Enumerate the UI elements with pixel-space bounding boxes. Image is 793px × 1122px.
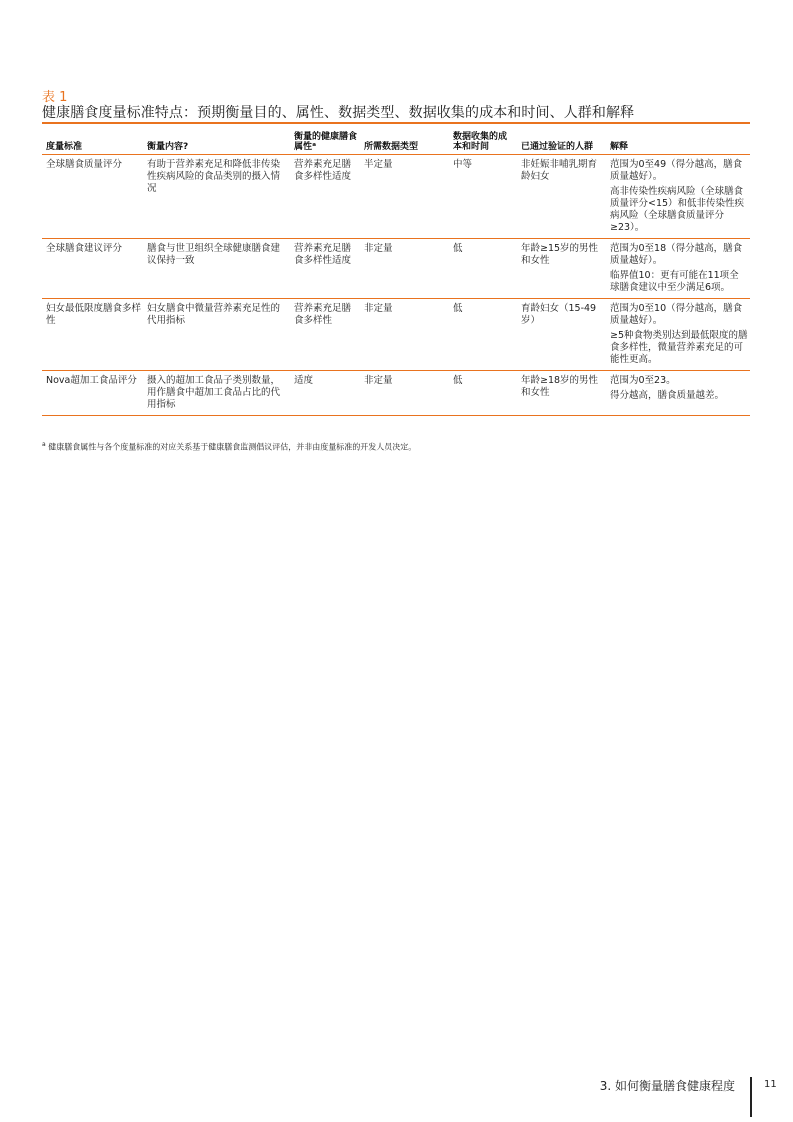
- cell-population: 年龄≥18岁的男性和女性: [521, 374, 599, 398]
- footnote-marker: a: [42, 441, 46, 448]
- interpretation-threshold: 得分越高，膳食质量越差。: [610, 389, 725, 401]
- table-title: 健康膳食度量标准特点：预期衡量目的、属性、数据类型、数据收集的成本和时间、人群和解释: [42, 105, 635, 121]
- cell-cost-time: 低: [453, 242, 463, 254]
- table-row: [42, 298, 750, 370]
- cell-cost-time: 低: [453, 374, 463, 386]
- title-rule: [42, 122, 750, 124]
- cell-metric: 全球膳食质量评分: [46, 158, 123, 170]
- footer-divider: [750, 1077, 752, 1117]
- cell-population: 育龄妇女（15-49岁）: [521, 302, 597, 326]
- interpretation-threshold: ≥5种食物类别达到最低限度的膳食多样性，微量营养素充足的可能性更高。: [610, 329, 748, 365]
- table-row: [42, 238, 750, 298]
- table-footnote: [42, 441, 416, 453]
- cell-interpretation: [606, 298, 750, 370]
- interpretation-threshold: 高非传染性疾病风险（全球膳食质量评分<15）和低非传染性疾病风险（全球膳食质量评分≥23）。: [610, 185, 745, 233]
- cell-metric: Nova超加工食品评分: [46, 374, 137, 386]
- cell-metric: 妇女最低限度膳食多样性: [46, 302, 142, 326]
- header-interpretation: 解释: [610, 141, 629, 152]
- cell-measures: 膳食与世卫组织全球健康膳食建议保持一致: [147, 242, 281, 266]
- table-label: 表 1: [42, 90, 68, 105]
- cell-interpretation: [606, 154, 750, 238]
- cell-data-type: 非定量: [364, 242, 393, 254]
- cell-data-type: 半定量: [364, 158, 393, 170]
- diet-metrics-table: [42, 127, 750, 416]
- cell-attribute: 营养素充足膳食多样性适度: [294, 158, 352, 182]
- cell-measures: 有助于营养素充足和降低非传染性疾病风险的食品类别的摄入情况: [147, 158, 281, 194]
- cell-attribute: 营养素充足膳食多样性适度: [294, 242, 352, 266]
- table-header-row: [42, 127, 750, 154]
- footer-section-title: 3. 如何衡量膳食健康程度: [599, 1079, 735, 1093]
- cell-measures: 妇女膳食中微量营养素充足性的代用指标: [147, 302, 281, 326]
- interpretation-range: 范围为0至18（得分越高，膳食质量越好）。: [610, 242, 743, 266]
- header-metric: 度量标准: [46, 141, 83, 152]
- footnote-text: 健康膳食属性与各个度量标准的对应关系基于健康膳食监测倡议评估，并非由度量标准的开发人员决定。: [48, 442, 417, 452]
- cell-measures: 摄入的超加工食品子类别数量，用作膳食中超加工食品占比的代用指标: [147, 374, 281, 410]
- header-attribute: 衡量的健康膳食属性ᵃ: [294, 131, 358, 152]
- interpretation-range: 范围为0至23。: [610, 374, 676, 386]
- interpretation-range: 范围为0至49（得分越高，膳食质量越好）。: [610, 158, 743, 182]
- cell-population: 非妊娠非哺乳期育龄妇女: [521, 158, 598, 182]
- table-row: [42, 154, 750, 238]
- cell-attribute: 营养素充足膳食多样性: [294, 302, 352, 326]
- cell-population: 年龄≥15岁的男性和女性: [521, 242, 599, 266]
- page-number: 11: [764, 1079, 777, 1090]
- cell-cost-time: 低: [453, 302, 463, 314]
- table-row: [42, 370, 750, 415]
- cell-attribute: 适度: [294, 374, 314, 386]
- cell-cost-time: 中等: [453, 158, 473, 170]
- header-population: 已通过验证的人群: [521, 141, 594, 152]
- cell-interpretation: [606, 238, 750, 298]
- cell-data-type: 非定量: [364, 302, 393, 314]
- interpretation-range: 范围为0至10（得分越高，膳食质量越好）。: [610, 302, 743, 326]
- cell-data-type: 非定量: [364, 374, 393, 386]
- cell-metric: 全球膳食建议评分: [46, 242, 123, 254]
- interpretation-threshold: 临界值10：更有可能在11项全球膳食建议中至少满足6项。: [610, 269, 739, 293]
- header-data-type: 所需数据类型: [364, 141, 419, 152]
- header-measures: 衡量内容?: [147, 141, 189, 152]
- cell-interpretation: [606, 370, 750, 415]
- header-cost-time: 数据收集的成本和时间: [453, 131, 508, 152]
